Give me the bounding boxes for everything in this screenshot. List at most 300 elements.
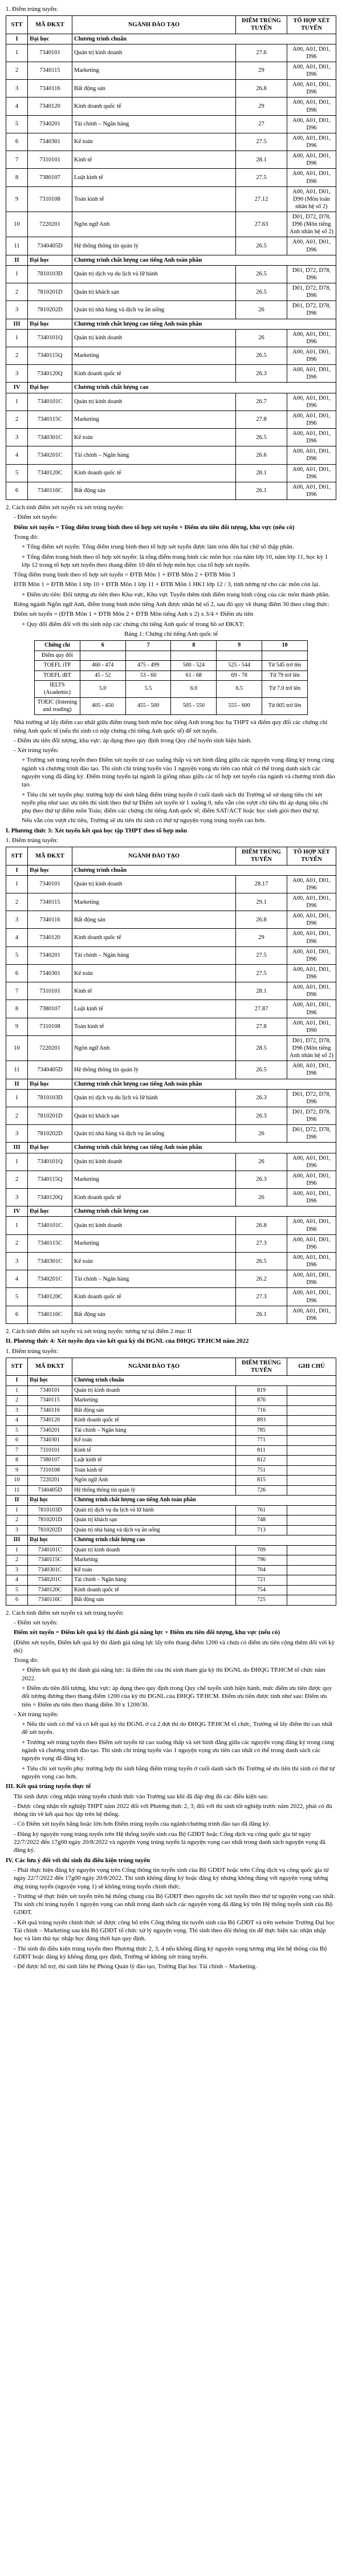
row-ma: 7340120Q — [28, 1189, 72, 1206]
row-tohop: D01, D72, D78, D96 (Môn tiếng Anh nhân hệ số 2) — [287, 1035, 336, 1061]
section-label: Đại học — [28, 1079, 72, 1089]
row-tohop: D01, D72, D78, D96 — [287, 1089, 336, 1107]
row-stt: 3 — [6, 911, 28, 929]
row-stt: 1 — [6, 329, 28, 347]
row-tohop: D01, D72, D78, D96 — [287, 301, 336, 319]
row-diem: 709 — [236, 1545, 287, 1555]
score-cell: 505 - 550 — [171, 698, 217, 715]
section-title: I. Phương thức 3: Xét tuyển kết quả học tập THPT theo tổ hợp môn — [6, 827, 188, 834]
table-row — [6, 151, 336, 169]
row-diem: 876 — [236, 1396, 287, 1406]
row-stt: 3 — [6, 80, 28, 97]
score-subheader-cell — [171, 651, 217, 661]
table-row — [6, 1565, 336, 1575]
row-stt: 4 — [6, 929, 28, 946]
row-diem: 27.12 — [236, 186, 287, 212]
note: 2. Cách tính điểm xét tuyển và xét trúng tuyển: tương tự tại điểm 2 mục II — [6, 1327, 192, 1335]
row-tohop: A00, A01, D01, D96 — [287, 44, 336, 62]
row-nganh: Kinh doanh quốc tế — [72, 97, 236, 115]
score-header-cell: 7 — [125, 641, 171, 651]
score-cell: TOEFL iTP — [35, 661, 80, 671]
row-nganh: Bất động sản — [72, 1405, 236, 1416]
row-tohop: A00, A01, D01, D96 — [287, 875, 336, 893]
section-title: Chương trình chất lượng cao — [72, 383, 336, 393]
row-tohop: A00, A01, D01, D90 (Môn toán nhân hệ số 2) — [287, 186, 336, 212]
row-nganh: Tài chính – Ngân hàng — [72, 446, 236, 464]
row-diem: 26 — [236, 1125, 287, 1143]
row-nganh: Luật kinh tế — [72, 1456, 236, 1466]
row-diem: 27.5 — [236, 964, 287, 982]
row-ghichu — [287, 1416, 336, 1426]
row-stt: 5 — [6, 1425, 28, 1436]
row-ma: 7310108 — [28, 1465, 72, 1476]
section-row — [6, 1143, 336, 1153]
row-nganh: Bất động sản — [72, 1306, 236, 1323]
row-nganh: Kế toán — [72, 964, 236, 982]
row-diem: 28.1 — [236, 464, 287, 482]
row-tohop: D01, D72, D78, D96 — [287, 283, 336, 301]
row-ma: 7340101 — [28, 1385, 72, 1396]
row-ma: 7340101C — [28, 1545, 72, 1555]
row-ghichu — [287, 1515, 336, 1526]
section-number: I — [6, 34, 28, 44]
table-row — [6, 1515, 336, 1526]
row-ghichu — [287, 1425, 336, 1436]
row-ma: 7340120C — [28, 1288, 72, 1306]
admission-table-1 — [6, 15, 336, 500]
row-diem: 812 — [236, 1456, 287, 1466]
row-stt: 1 — [6, 1385, 28, 1396]
table-row — [6, 80, 336, 97]
row-ma: 7380107 — [28, 1456, 72, 1466]
table-row — [6, 1385, 336, 1396]
row-diem: 28.17 — [236, 875, 287, 893]
score-row — [35, 698, 308, 715]
row-ma: 7340115Q — [28, 347, 72, 364]
row-nganh: Kế toán — [72, 1252, 236, 1270]
score-cell: 500 - 524 — [171, 661, 217, 671]
admission-table-3 — [6, 1358, 336, 1606]
row-ma: 7340301C — [28, 1565, 72, 1575]
table-row — [6, 1234, 336, 1252]
table-row — [6, 393, 336, 411]
score-cell: IELTS (Academic) — [35, 681, 80, 698]
row-nganh: Ngôn ngữ Anh — [72, 212, 236, 237]
table-row — [6, 1505, 336, 1515]
row-ghichu — [287, 1436, 336, 1446]
table-row — [6, 446, 336, 464]
row-stt: 8 — [6, 1000, 28, 1018]
row-tohop: A00, A01, D01, D96 — [287, 464, 336, 482]
score-header-cell: 10 — [262, 641, 308, 651]
row-stt: 11 — [6, 1485, 28, 1496]
row-diem: 704 — [236, 1565, 287, 1575]
row-stt: 1 — [6, 875, 28, 893]
row-tohop: A00, A01, D01, D96 — [287, 1000, 336, 1018]
row-diem: 26.5 — [236, 237, 287, 255]
row-stt: 8 — [6, 169, 28, 186]
row-tohop: A00, A01, D01, D96 — [287, 1288, 336, 1306]
section-row — [6, 319, 336, 329]
row-nganh: Marketing — [72, 1396, 236, 1406]
row-tohop: A00, A01, D01, D96 — [287, 365, 336, 383]
table-row — [6, 115, 336, 133]
row-nganh: Quản trị kinh doanh — [72, 393, 236, 411]
row-nganh: Hệ thống thông tin quản lý — [72, 1061, 236, 1079]
table-row — [6, 1018, 336, 1035]
row-nganh: Kinh tế — [72, 151, 236, 169]
row-ma: 7340301 — [28, 133, 72, 151]
score-cell: Từ 545 trở lên — [262, 661, 308, 671]
row-stt: 4 — [6, 1416, 28, 1426]
row-ma: 7340101Q — [28, 329, 72, 347]
note: - Điểm ưu tiên đối tượng, khu vực: áp dụng theo quy định trong Quy chế tuyển sinh hiện hành. — [14, 737, 252, 744]
row-ma: 7340301 — [28, 964, 72, 982]
section-row — [6, 1535, 336, 1546]
row-tohop: A00, A01, D01, D96 — [287, 133, 336, 151]
table-row — [6, 1000, 336, 1018]
row-nganh: Quản trị nhà hàng và dịch vụ ăn uống — [72, 301, 236, 319]
table-row — [6, 982, 336, 1000]
row-nganh: Tài chính – Ngân hàng — [72, 1575, 236, 1586]
row-ma: 7340116 — [28, 911, 72, 929]
row-nganh: Bất động sản — [72, 482, 236, 499]
table-row — [6, 133, 336, 151]
table-row — [6, 964, 336, 982]
row-ma: 7340101 — [28, 44, 72, 62]
table-row — [6, 1545, 336, 1555]
score-cell: Từ 605 trở lên — [262, 698, 308, 715]
row-nganh: Kinh doanh quốc tế — [72, 1416, 236, 1426]
row-nganh: Kinh doanh quốc tế — [72, 1288, 236, 1306]
row-diem: 26.2 — [236, 1270, 287, 1288]
row-ghichu — [287, 1585, 336, 1595]
row-tohop: A00, A01, D01, D96 — [287, 1252, 336, 1270]
row-stt: 4 — [6, 1270, 28, 1288]
row-ma: 7340115Q — [28, 1171, 72, 1188]
section-title: Chương trình chất lượng cao — [72, 1206, 336, 1217]
row-ma: 7380107 — [28, 1000, 72, 1018]
row-ghichu — [287, 1445, 336, 1456]
table-row — [6, 1252, 336, 1270]
col-nganh: NGÀNH ĐÀO TẠO — [72, 16, 236, 34]
score-header-cell: Chứng chỉ — [35, 641, 80, 651]
section-row — [6, 255, 336, 265]
section-row — [6, 34, 336, 44]
table-row — [6, 1416, 336, 1426]
formula: Điểm xét tuyển = Điểm kết quả kỳ thi đánh giá năng lực + Điểm ưu tiên đối tượng, khu vực (nếu có) — [14, 1629, 280, 1636]
note: + Tổng điểm trung bình theo tổ hợp xét tuyển: là tổng điểm trung bình các môn học của năm lớp 10, năm lớp 11, học kỳ 1 lớp 12 trong tổ hợp xét tuyển theo thang điểm 10 đến tổ hợp môn học của tổ hợp xét tuyển. — [22, 553, 328, 568]
row-ma: 7340115 — [28, 62, 72, 79]
row-stt: 6 — [6, 964, 28, 982]
row-diem: 29 — [236, 929, 287, 946]
note: Tổng điểm trung bình theo tổ hợp xét tuyển = ĐTB Môn 1 + ĐTB Môn 2 + ĐTB Môn 3 — [14, 571, 235, 579]
row-nganh: Tài chính – Ngân hàng — [72, 1270, 236, 1288]
row-ghichu — [287, 1545, 336, 1555]
row-stt: 4 — [6, 446, 28, 464]
row-stt: 1 — [6, 1217, 28, 1234]
row-diem: 26.5 — [236, 265, 287, 283]
row-stt: 6 — [6, 1595, 28, 1606]
score-cell: TOEFL iBT — [35, 671, 80, 681]
row-diem: 26.5 — [236, 283, 287, 301]
row-nganh: Marketing — [72, 1171, 236, 1188]
row-tohop: A00, A01, D01, D96 — [287, 482, 336, 499]
score-cell: 61 - 68 — [171, 671, 217, 681]
row-ma: 7340201 — [28, 115, 72, 133]
row-tohop: A00, A01, D01, D96 — [287, 151, 336, 169]
row-nganh: Quản trị khách sạn — [72, 283, 236, 301]
row-nganh: Toán kinh tế — [72, 186, 236, 212]
row-nganh: Kinh doanh quốc tế — [72, 929, 236, 946]
col-tohop: TỔ HỢP XÉT TUYỂN — [287, 847, 336, 865]
row-stt: 5 — [6, 1585, 28, 1595]
row-stt: 8 — [6, 1456, 28, 1466]
row-ma: 7340201 — [28, 946, 72, 964]
score-subheader-cell — [125, 651, 171, 661]
row-nganh: Kinh doanh quốc tế — [72, 464, 236, 482]
row-stt: 2 — [6, 1396, 28, 1406]
note: - Trường sẽ thực hiện xét tuyển trên hệ thống chung của Bộ GDĐT theo nguyên tắc xét tuyển theo thứ tự nguyện vọng cao nhất. Thí sinh chỉ trúng tuyển 1 nguyện vọng cao nhất trong danh sách các nguyện vọng đã đăng ký trên Hệ thống tuyển sinh của Bộ GDĐT. — [14, 1892, 336, 1916]
table-row — [6, 212, 336, 237]
table-row — [6, 1270, 336, 1288]
note: + Điểm kết quả kỳ thi đánh giá năng lực: là điểm thi của thí sinh tham gia kỳ thi ĐGNL do ĐHQG TP.HCM tổ chức năm 2022. — [22, 1667, 325, 1682]
col-stt: STT — [6, 1358, 28, 1375]
table-row — [6, 186, 336, 212]
section-title: Chương trình chất lượng cao tiếng Anh toàn phần — [72, 319, 336, 329]
row-stt: 2 — [6, 1107, 28, 1124]
row-ma: 7810103D — [28, 265, 72, 283]
row-stt: 2 — [6, 411, 28, 428]
row-diem: 761 — [236, 1505, 287, 1515]
note: + Trường xét trúng tuyển theo Điểm xét tuyển từ cao xuống thấp và xét bình đẳng giữa các nguyện vọng đăng ký trong cùng ngành và chương trình đào tạo. Thí sinh chỉ trúng tuyển vào 1 nguyện vọng ưu tiên cao nhất có thể trong danh sách các nguyện vọng đã đăng ký. — [22, 1738, 335, 1762]
table-row — [6, 1089, 336, 1107]
section-label: Đại học — [28, 255, 72, 265]
row-tohop: A00, A01, D01, D96 — [287, 237, 336, 255]
row-ma: 7340101Q — [28, 1153, 72, 1171]
row-nganh: Kinh tế — [72, 1445, 236, 1456]
row-ma: 7340120 — [28, 929, 72, 946]
table-row — [6, 875, 336, 893]
section-title: Chương trình chất lượng cao tiếng Anh toàn phần — [72, 1496, 336, 1506]
table-row — [6, 44, 336, 62]
note: 2. Cách tính điểm xét tuyển và xét trúng tuyển: — [6, 504, 124, 511]
row-ma: 7340101 — [28, 875, 72, 893]
row-stt: 3 — [6, 1565, 28, 1575]
row-tohop: A00, A01, D01, D96 — [287, 80, 336, 97]
row-nganh: Bất động sản — [72, 911, 236, 929]
row-stt: 6 — [6, 133, 28, 151]
row-ma: 7340301C — [28, 429, 72, 446]
row-diem: 26.8 — [236, 911, 287, 929]
row-nganh: Luật kinh tế — [72, 1000, 236, 1018]
score-header-cell: 8 — [171, 641, 217, 651]
row-tohop: A00, A01, D01, D96 — [287, 1234, 336, 1252]
row-ma: 7340405D — [28, 1485, 72, 1496]
section-row — [6, 865, 336, 875]
row-diem: 26.3 — [236, 1089, 287, 1107]
col-ma: MÃ ĐKXT — [28, 1358, 72, 1375]
row-diem: 796 — [236, 1555, 287, 1566]
score-row — [35, 671, 308, 681]
note: - Phải thực hiện đăng ký nguyện vọng trên Cổng thông tin tuyển sinh của Bộ GDĐT hoặc trên Cổng dịch vụ công quốc gia từ ngày 22/7/2022 đến 17g00 ngày 20/8/2022. Thí sinh không đăng ký hoặc đăng ký nhưng không đúng với nguyện vọng tương ứng trúng tuyển (nguyện vọng 1) sẽ không trúng tuyển chính thức. — [14, 1866, 329, 1890]
row-diem: 27.3 — [236, 1234, 287, 1252]
row-nganh: Toán kinh tế — [72, 1465, 236, 1476]
row-ma: 7220201 — [28, 1476, 72, 1486]
score-subheader-cell — [80, 651, 125, 661]
row-ghichu — [287, 1396, 336, 1406]
row-stt: 5 — [6, 115, 28, 133]
table-header-row — [6, 1358, 336, 1375]
row-ghichu — [287, 1456, 336, 1466]
row-ghichu — [287, 1565, 336, 1575]
row-diem: 26.5 — [236, 347, 287, 364]
col-ghichu: GHI CHÚ — [287, 1358, 336, 1375]
score-subheader-row — [35, 651, 308, 661]
row-diem: 29 — [236, 62, 287, 79]
section-title: IV. Các lưu ý đối với thí sinh đủ điều kiện trúng tuyển — [6, 1856, 150, 1864]
row-ma: 7340120Q — [28, 365, 72, 383]
row-diem: 26.7 — [236, 393, 287, 411]
score-cell: 5.5 — [125, 681, 171, 698]
row-diem: 26.1 — [236, 482, 287, 499]
row-diem: 27.5 — [236, 133, 287, 151]
row-ma: 7340201C — [28, 1270, 72, 1288]
row-nganh: Toán kinh tế — [72, 1018, 236, 1035]
row-stt: 11 — [6, 1061, 28, 1079]
note: 2. Cách tính điểm xét tuyển và xét trúng tuyển: — [6, 1609, 124, 1616]
row-ma: 7310108 — [28, 1018, 72, 1035]
note: + Điểm ưu tiên đối tượng, khu vực: áp dụng theo quy định trong Quy chế tuyển sinh hiện hành, mức điểm ưu tiên được quy đổi tương đương theo thang điểm 1200 của kỳ thi ĐGNL của ĐHQG TP.HCM. Điểm ưu tiên được tính như sau: Điểm ưu tiên = Điểm ưu tiên theo thang điểm 30 x 1200/30. — [22, 1685, 332, 1708]
table-row — [6, 1061, 336, 1079]
row-diem: 26 — [236, 301, 287, 319]
table-row — [6, 62, 336, 79]
notes-part3 — [6, 1609, 336, 1971]
table-row — [6, 1465, 336, 1476]
row-nganh: Marketing — [72, 411, 236, 428]
table-row — [6, 1171, 336, 1188]
row-diem: 713 — [236, 1525, 287, 1535]
row-stt: 5 — [6, 464, 28, 482]
section-number: I — [6, 1376, 28, 1386]
row-nganh: Quản trị khách sạn — [72, 1107, 236, 1124]
score-cell: 5.0 — [80, 681, 125, 698]
row-ma: 7340115 — [28, 893, 72, 911]
col-diem: ĐIỂM TRÚNG TUYỂN — [236, 16, 287, 34]
row-ma: 7340120 — [28, 1416, 72, 1426]
row-ghichu — [287, 1595, 336, 1606]
note: + Điểm ưu tiên: Đối tượng ưu tiên theo Khu vực, Khu vực Tuyển thêm tính điểm trung bình cộng của các môn thành phần. — [22, 591, 331, 598]
row-diem: 27 — [236, 115, 287, 133]
row-tohop: A00, A01, D01, D96 — [287, 1306, 336, 1323]
row-tohop: A00, A01, D01, D96 — [287, 929, 336, 946]
note: - Được công nhận tốt nghiệp THPT năm 2022 đối với Phương thức 2, 3; đối với thí sinh tốt nghiệp trước năm 2022, phải có đủ thông tin về kết quả học tập trên hệ thống. — [14, 1802, 332, 1818]
row-diem: 29.1 — [236, 893, 287, 911]
table-row — [6, 347, 336, 364]
table-row — [6, 237, 336, 255]
row-ma: 7340115C — [28, 1234, 72, 1252]
row-diem: 751 — [236, 1465, 287, 1476]
section-title: Chương trình chuẩn — [72, 34, 336, 44]
score-header-row — [35, 641, 308, 651]
row-stt: 1 — [6, 393, 28, 411]
row-ma: 7340116C — [28, 1306, 72, 1323]
row-ma: 7340115C — [28, 1555, 72, 1566]
col-nganh: NGÀNH ĐÀO TẠO — [72, 1358, 236, 1375]
row-stt: 7 — [6, 151, 28, 169]
table-row — [6, 1288, 336, 1306]
table-row — [6, 1555, 336, 1566]
table-row — [6, 464, 336, 482]
row-ghichu — [287, 1405, 336, 1416]
row-ma: 7310101 — [28, 982, 72, 1000]
row-tohop: A00, A01, D01, D90 — [287, 1018, 336, 1035]
note: + Tiêu chí xét tuyển phụ: trường hợp thí sinh bằng điểm trúng tuyển ở cuối danh sách thì Trường sẽ sử dụng tiêu chí xét tuyển phụ như sau: ưu tiên thí sinh theo thứ tự Điểm xét tuyển từ 1 xuống 0, nếu vẫn còn vượt chỉ tiêu thì áp dụng tiêu chí phụ theo thứ tự điểm môn Toán; điểm các chứng chỉ tiếng Anh quốc tế; điểm SAT/ACT hoặc học sinh giỏi theo thứ tự. — [22, 791, 328, 815]
row-nganh: Kinh tế — [72, 982, 236, 1000]
section-title: Chương trình chất lượng cao tiếng Anh toàn phần — [72, 1143, 336, 1153]
row-diem: 726 — [236, 1485, 287, 1496]
row-diem: 27.5 — [236, 169, 287, 186]
row-ma: 7340120C — [28, 1585, 72, 1595]
section-number: I — [6, 865, 28, 875]
section-number: IV — [6, 383, 28, 393]
row-nganh: Tài chính – Ngân hàng — [72, 946, 236, 964]
row-tohop: A00, A01, D01, D96 — [287, 1217, 336, 1234]
row-diem: 26 — [236, 329, 287, 347]
row-ghichu — [287, 1555, 336, 1566]
score-row — [35, 661, 308, 671]
row-diem: 26.5 — [236, 1061, 287, 1079]
row-diem: 26 — [236, 1189, 287, 1206]
row-nganh: Quản trị nhà hàng và dịch vụ ăn uống — [72, 1125, 236, 1143]
row-ma: 7340116C — [28, 1595, 72, 1606]
section-row — [6, 1079, 336, 1089]
row-nganh: Marketing — [72, 1555, 236, 1566]
note: - Có Điểm xét tuyển bằng hoặc lớn hơn Điểm trúng tuyển của ngành/chương trình đào tạo đã đăng ký. — [14, 1821, 271, 1828]
section-number: IV — [6, 1206, 28, 1217]
row-ghichu — [287, 1465, 336, 1476]
score-cell: 405 - 450 — [80, 698, 125, 715]
note: (Điểm xét tuyển, Điểm kết quả kỳ thi đánh giá năng lực lấy trên thang điểm 1200 và chưa có điểm ưu tiên cộng thêm đối với kỳ thi) — [14, 1639, 335, 1654]
row-stt: 9 — [6, 186, 28, 212]
table-row — [6, 1585, 336, 1595]
row-tohop: A00, A01, D01, D96 — [287, 982, 336, 1000]
row-nganh: Kế toán — [72, 133, 236, 151]
row-ghichu — [287, 1505, 336, 1515]
score-subheader-cell — [262, 651, 308, 661]
score-header-cell: 6 — [80, 641, 125, 651]
row-ma: 7810202D — [28, 1125, 72, 1143]
row-stt: 6 — [6, 1436, 28, 1446]
row-nganh: Kinh doanh quốc tế — [72, 1585, 236, 1595]
note: + Quy đổi điểm đối với thí sinh nộp các chứng chỉ tiếng Anh quốc tế trong hồ sơ ĐKXT: — [22, 620, 245, 628]
section-row — [6, 1376, 336, 1386]
row-ma: 7310101 — [28, 151, 72, 169]
section-title: Chương trình chất lượng cao tiếng Anh toàn phần — [72, 1079, 336, 1089]
table-row — [6, 1217, 336, 1234]
row-diem: 29 — [236, 97, 287, 115]
row-stt: 3 — [6, 1405, 28, 1416]
row-diem: 28.1 — [236, 982, 287, 1000]
row-stt: 1 — [6, 265, 28, 283]
row-nganh: Quản trị dịch vụ du lịch và lữ hành — [72, 265, 236, 283]
row-nganh: Quản trị kinh doanh — [72, 1153, 236, 1171]
row-diem: 26.5 — [236, 1252, 287, 1270]
table-row — [6, 893, 336, 911]
row-nganh: Marketing — [72, 62, 236, 79]
row-ma: 7340201C — [28, 446, 72, 464]
row-diem: 27.5 — [236, 946, 287, 964]
